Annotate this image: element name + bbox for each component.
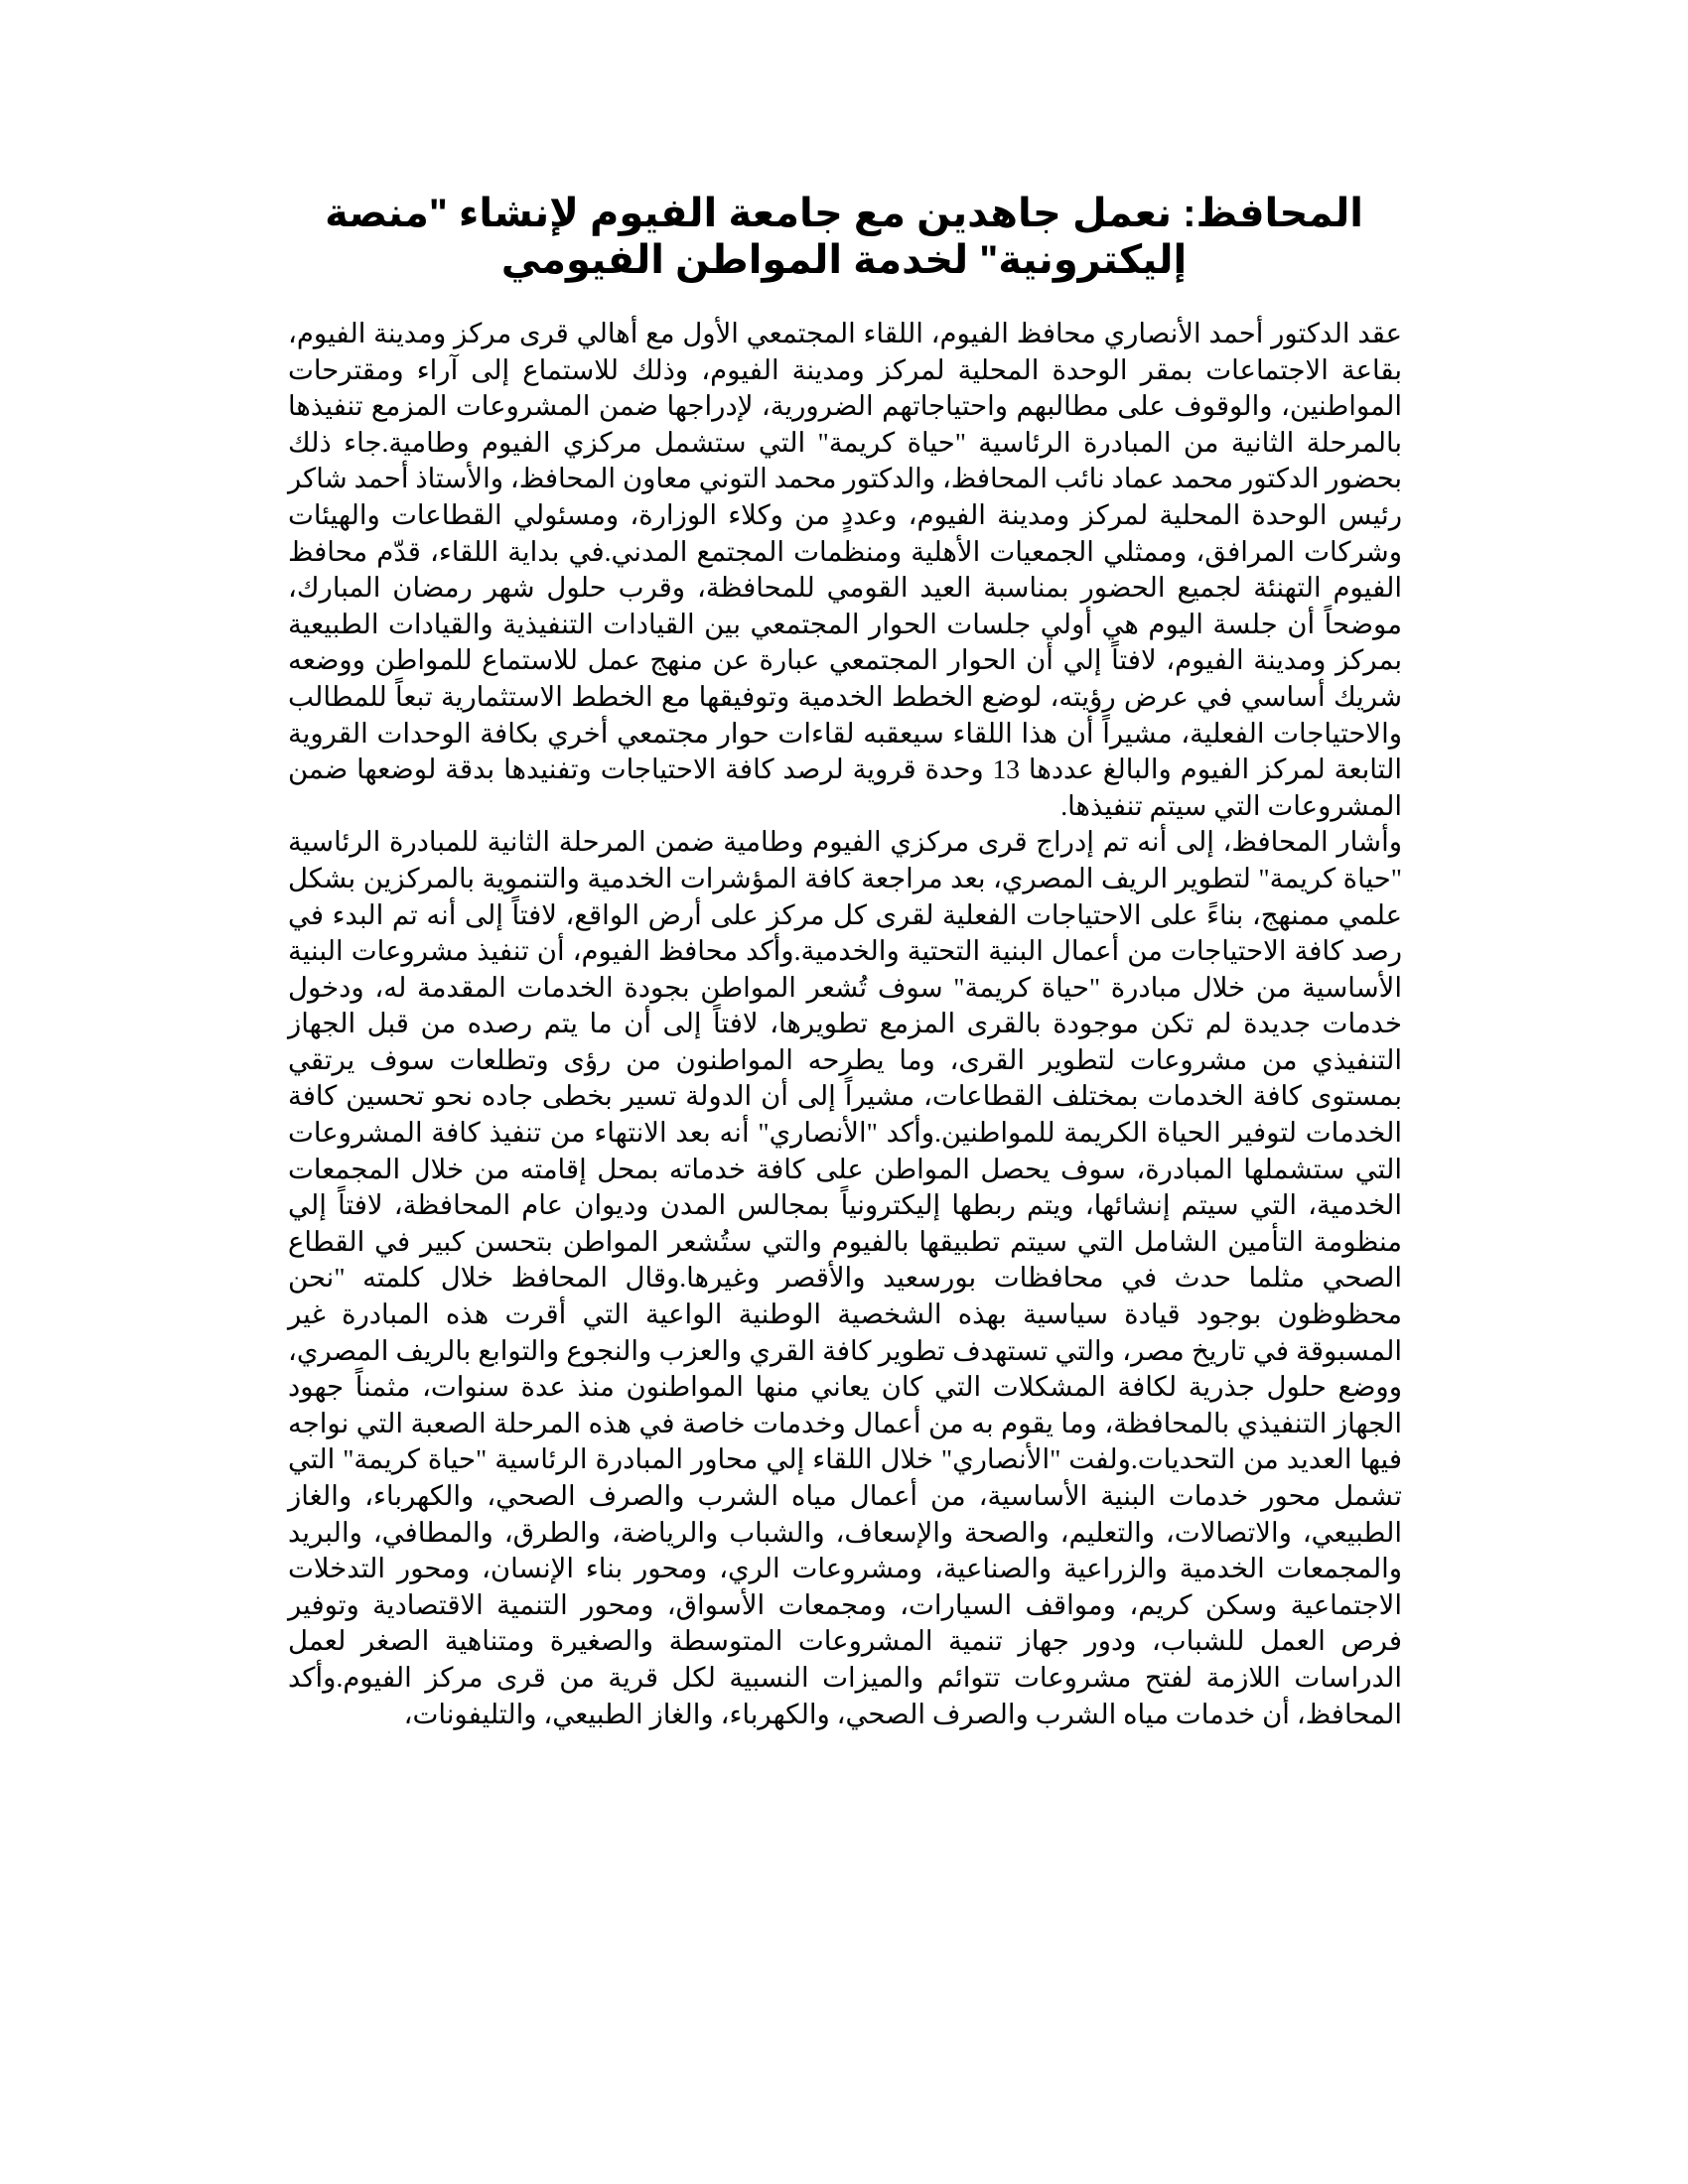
article-title: المحافظ: نعمل جاهدين مع جامعة الفيوم لإنشاء "منصة إليكترونية" لخدمة المواطن الفيومي (325, 192, 1363, 282)
article-body (288, 316, 1402, 1732)
paragraph: وأشار المحافظ، إلى أنه تم إدراج قرى مركزي الفيوم وطامية ضمن المرحلة الثانية للمبادرة الرئاسية "حياة كريمة" لتطوير الريف المصري، بعد مراجعة كافة المؤشرات الخدمية والتنموية بالمركزين بشكل علمي ممنهج، بناءً على الاحتياجات الفعلية لقرى كل مركز على أرض الواقع، لافتاً إلى أنه تم البدء في رصد كافة الاحتياجات من أعمال البنية التحتية والخدمية.وأكد محافظ الفيوم، أن تنفيذ مشروعات البنية الأساسية من خلال مبادرة "حياة كريمة" سوف تُشعر المواطن بجودة الخدمات المقدمة له، ودخول خدمات جديدة لم تكن موجودة بالقرى المزمع تطويرها، لافتاً إلى أن ما يتم رصده من قبل الجهاز التنفيذي من مشروعات لتطوير القرى، وما يطرحه المواطنون من رؤى وتطلعات سوف يرتقي بمستوى كافة الخدمات بمختلف القطاعات، مشيراً إلى أن الدولة تسير بخطى جاده نحو تحسين كافة الخدمات لتوفير الحياة الكريمة للمواطنين.وأكد "الأنصاري" أنه بعد الانتهاء من تنفيذ كافة المشروعات التي ستشملها المبادرة، سوف يحصل المواطن على كافة خدماته بمحل إقامته من خلال المجمعات الخدمية، التي سيتم إنشائها، ويتم ربطها إليكترونياً بمجالس المدن وديوان عام المحافظة، لافتاً إلي منظومة التأمين الشامل التي سيتم تطبيقها بالفيوم والتي ستُشعر المواطن بتحسن كبير في القطاع الصحي مثلما حدث في محافظات بورسعيد والأقصر وغيرها.وقال المحافظ خلال كلمته "نحن محظوظون بوجود قيادة سياسية بهذه الشخصية الوطنية الواعية التي أقرت هذه المبادرة غير المسبوقة في تاريخ مصر، والتي تستهدف تطوير كافة القري والعزب والنجوع والتوابع بالريف المصري، ووضع حلول جذرية لكافة المشكلات التي كان يعاني منها المواطنون منذ عدة سنوات، مثمناً جهود الجهاز التنفيذي بالمحافظة، وما يقوم به من أعمال وخدمات خاصة في هذه المرحلة الصعبة التي نواجه فيها العديد من التحديات.ولفت "الأنصاري" خلال اللقاء إلي محاور المبادرة الرئاسية "حياة كريمة" التي تشمل محور خدمات البنية الأساسية، من أعمال مياه الشرب والصرف الصحي، والكهرباء، والغاز الطبيعي، والاتصالات، والتعليم، والصحة والإسعاف، والشباب والرياضة، والطرق، والمطافي، والبريد والمجمعات الخدمية والزراعية والصناعية، ومشروعات الري، ومحور بناء الإنسان، ومحور التدخلات الاجتماعية وسكن كريم، ومواقف السيارات، ومجمعات الأسواق، ومحور التنمية الاقتصادية وتوفير فرص العمل للشباب، ودور جهاز تنمية المشروعات المتوسطة والصغيرة ومتناهية الصغر لعمل الدراسات اللازمة لفتح مشروعات تتوائم والميزات النسبية لكل قرية من قرى مركز الفيوم.وأكد المحافظ، أن خدمات مياه الشرب والصرف الصحي، والكهرباء، والغاز الطبيعي، والتليفونات، (288, 826, 1402, 1729)
paragraph: عقد الدكتور أحمد الأنصاري محافظ الفيوم، اللقاء المجتمعي الأول مع أهالي قرى مركز ومدينة الفيوم، بقاعة الاجتماعات بمقر الوحدة المحلية لمركز ومدينة الفيوم، وذلك للاستماع إلى آراء ومقترحات المواطنين، والوقوف على مطالبهم واحتياجاتهم الضرورية، لإدراجها ضمن المشروعات المزمع تنفيذها بالمرحلة الثانية من المبادرة الرئاسية "حياة كريمة" التي ستشمل مركزي الفيوم وطامية.جاء ذلك بحضور الدكتور محمد عماد نائب المحافظ، والدكتور محمد التوني معاون المحافظ، والأستاذ أحمد شاكر رئيس الوحدة المحلية لمركز ومدينة الفيوم، وعددٍ من وكلاء الوزارة، ومسئولي القطاعات والهيئات وشركات المرافق، وممثلي الجمعيات الأهلية ومنظمات المجتمع المدني.في بداية اللقاء، قدّم محافظ الفيوم التهنئة لجميع الحضور بمناسبة العيد القومي للمحافظة، وقرب حلول شهر رمضان المبارك، موضحاً أن جلسة اليوم هي أولي جلسات الحوار المجتمعي بين القيادات التنفيذية والقيادات الطبيعية بمركز ومدينة الفيوم، لافتاً إلي أن الحوار المجتمعي عبارة عن منهج عمل للاستماع للمواطن ووضعه شريك أساسي في عرض رؤيته، لوضع الخطط الخدمية وتوفيقها مع الخطط الاستثمارية تبعاً للمطالب والاحتياجات الفعلية، مشيراً أن هذا اللقاء سيعقبه لقاءات حوار مجتمعي أخري بكافة الوحدات القروية التابعة لمركز الفيوم والبالغ عددها 13 وحدة قروية لرصد كافة الاحتياجات وتفنيدها بدقة لوضعها ضمن المشروعات التي سيتم تنفيذها. (288, 318, 1402, 821)
